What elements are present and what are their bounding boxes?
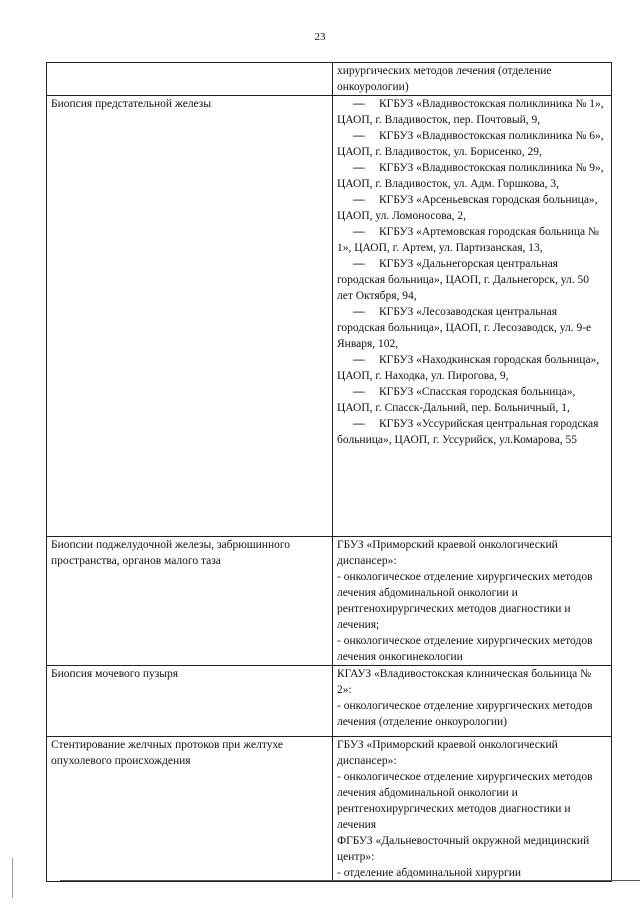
list-item (337, 416, 607, 448)
list-item-text: КГБУЗ «Находкинская городская больница», ЦАОП, г. Находка, ул. Пирогова, 9, (337, 354, 600, 382)
list-item-text: КГБУЗ «Владивостокская поликлиника № 6», ЦАОП, г. Владивосток, ул. Борисенко, 29, (337, 130, 604, 158)
list-item (337, 256, 607, 304)
scan-margin-line (12, 858, 13, 898)
procedure-cell: Биопсии поджелудочной железы, забрюшинного пространства, органов малого таза (47, 537, 333, 666)
facility-text: хирургических методов лечения (отделение онкоурологии) (337, 65, 552, 93)
page-number: 23 (314, 31, 326, 43)
facility-cell (333, 96, 612, 537)
list-item (337, 96, 607, 128)
table-row (47, 63, 612, 96)
table-row (47, 537, 612, 666)
list-item-text: КГБУЗ «Спасская городская больница», ЦАОП, г. Спасск-Дальний, пер. Больничный, 1, (337, 386, 576, 414)
list-item (337, 384, 607, 416)
dash-marker: — (353, 162, 365, 174)
facility-line: - онкологическое отделение хирургических методов лечения абдоминальной онкологии и рентгенохирургических методов диагностики и лечения; (337, 571, 593, 631)
dash-marker: — (353, 354, 365, 366)
facility-line: - онкологическое отделение хирургических методов лечения онкогинекологии (337, 635, 593, 663)
facility-cell (333, 737, 612, 882)
dash-marker: — (353, 418, 365, 430)
dash-marker: — (353, 130, 365, 142)
facility-cell (333, 537, 612, 666)
facility-line: ГБУЗ «Приморский краевой онкологический диспансер»: (337, 739, 558, 767)
procedure-cell: Стентирование желчных протоков при желтухе опухолевого происхождения (47, 737, 333, 882)
dash-marker: — (353, 98, 365, 110)
list-item-text: КГБУЗ «Арсеньевская городская больница», ЦАОП, ул. Ломоносова, 2, (337, 194, 598, 222)
facility-line: КГАУЗ «Владивостокская клиническая больница № 2»: (337, 668, 592, 696)
facility-line: ГБУЗ «Приморский краевой онкологический диспансер»: (337, 539, 558, 567)
list-item-text: КГБУЗ «Уссурийская центральная городская больница», ЦАОП, г. Уссурийск, ул.Комарова, 55 (337, 418, 599, 446)
list-item (337, 224, 607, 256)
table-row (47, 96, 612, 537)
facility-line: ФГБУЗ «Дальневосточный окружной медицинский центр»: (337, 835, 590, 863)
facility-cell (333, 666, 612, 737)
list-item-text: КГБУЗ «Владивостокская поликлиника № 1», ЦАОП, г. Владивосток, пер. Почтовый, 9, (337, 98, 604, 126)
dash-marker: — (353, 194, 365, 206)
procedure-cell (47, 63, 333, 96)
bottom-rule (60, 880, 640, 881)
list-item (337, 352, 607, 384)
facility-cell (333, 63, 612, 96)
procedure-cell: Биопсия предстательной железы (47, 96, 333, 537)
list-item (337, 128, 607, 160)
dash-marker: — (353, 386, 365, 398)
list-item (337, 160, 607, 192)
dash-marker: — (353, 258, 365, 270)
facility-line: - отделение абдоминальной хирургии (337, 867, 522, 879)
facility-line: - онкологическое отделение хирургических методов лечения (отделение онкоурологии) (337, 700, 593, 728)
facility-line: - онкологическое отделение хирургических методов лечения абдоминальной онкологии и рентгенохирургических методов диагностики и лечения (337, 771, 593, 831)
dash-marker: — (353, 306, 365, 318)
table-row (47, 666, 612, 737)
table-row (47, 737, 612, 882)
list-item-text: КГБУЗ «Артемовская городская больница № 1», ЦАОП, г. Артем, ул. Партизанская, 13, (337, 226, 599, 254)
list-item-text: КГБУЗ «Владивостокская поликлиника № 9», ЦАОП, г. Владивосток, ул. Адм. Горшкова, 3, (337, 162, 604, 190)
procedure-cell: Биопсия мочевого пузыря (47, 666, 333, 737)
list-item-text: КГБУЗ «Дальнегорская центральная городская больница», ЦАОП, г. Дальнегорск, ул. 50 лет Октября, 94, (337, 258, 589, 302)
list-item (337, 304, 607, 352)
list-item-text: КГБУЗ «Лесозаводская центральная городская больница», ЦАОП, г. Лесозаводск, ул. 9-е Января, 102, (337, 306, 592, 350)
list-item (337, 192, 607, 224)
dash-marker: — (353, 226, 365, 238)
facilities-table (46, 62, 612, 882)
